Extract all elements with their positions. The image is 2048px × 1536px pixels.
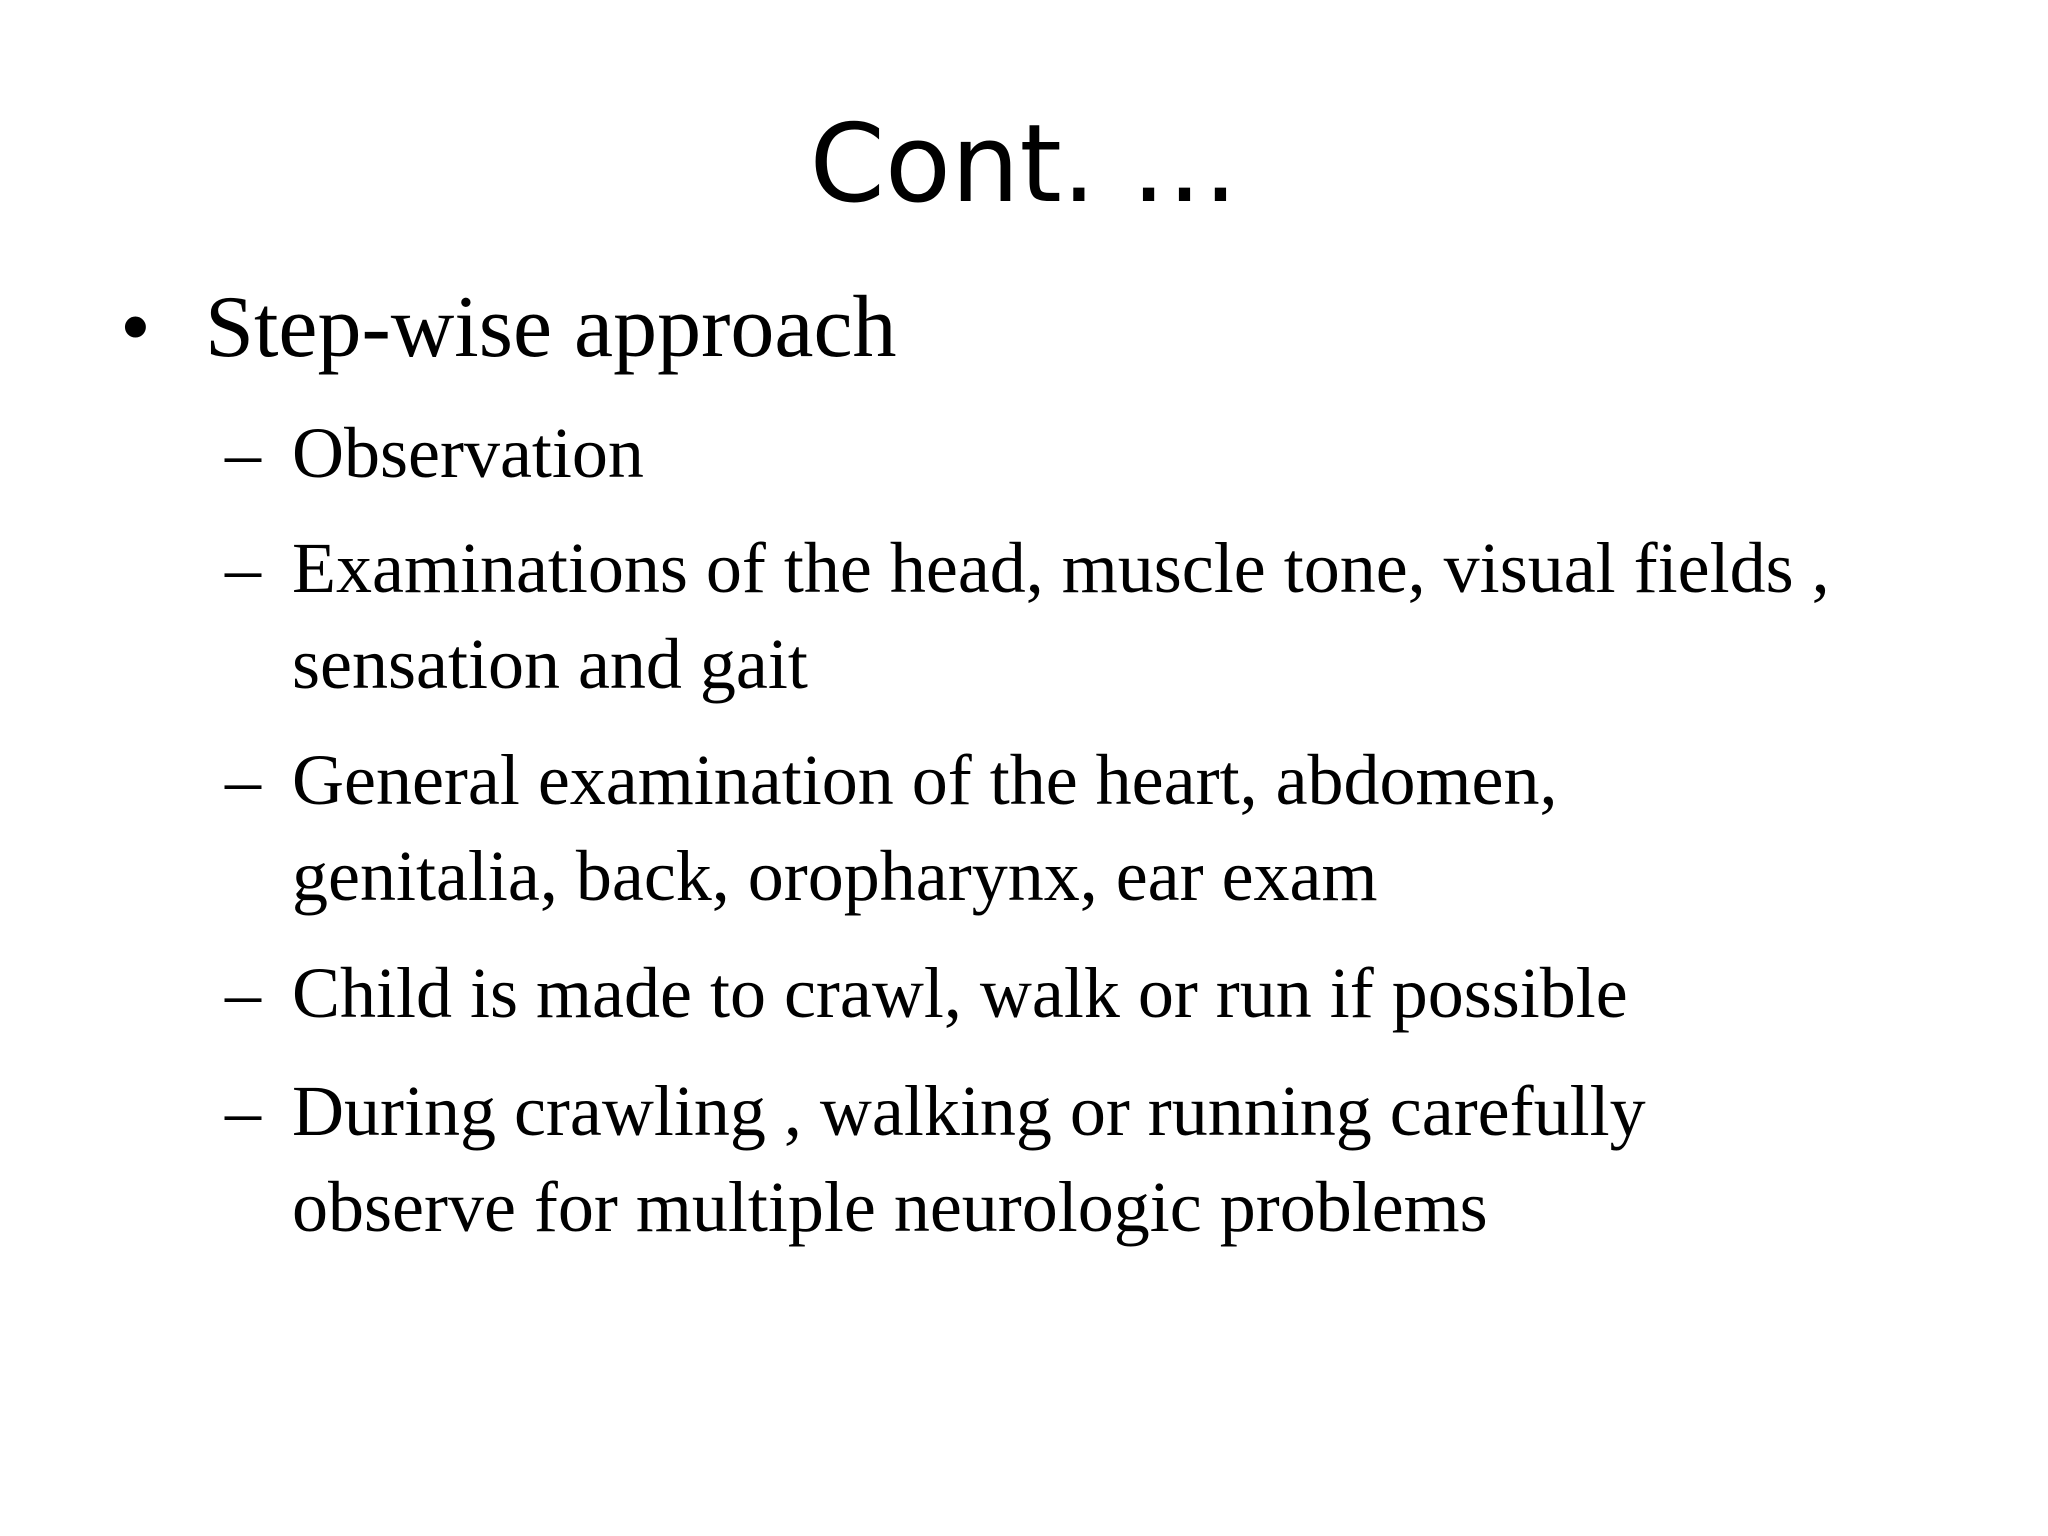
sub-item-marker: – xyxy=(225,953,261,1033)
sub-item-text: Child is made to crawl, walk or run if possible xyxy=(292,953,1628,1033)
sub-item-marker: – xyxy=(225,413,261,493)
sub-item-marker: – xyxy=(225,1071,261,1151)
sub-item-text: During crawling , walking or running carefully observe for multiple neurologic problems xyxy=(292,1071,1646,1247)
sub-item-text: General examination of the heart, abdomen, genitalia, back, oropharynx, ear exam xyxy=(292,740,1558,916)
sub-item-marker: – xyxy=(225,528,261,608)
sub-item-text: Observation xyxy=(292,413,644,493)
bullet-text: Step-wise approach xyxy=(205,279,897,376)
slide-title: Cont. … xyxy=(809,102,1239,227)
bullet-marker: • xyxy=(120,279,151,376)
sub-item-text: Examinations of the head, muscle tone, visual fields , sensation and gait xyxy=(292,528,1830,704)
sub-item-marker: – xyxy=(225,740,261,820)
